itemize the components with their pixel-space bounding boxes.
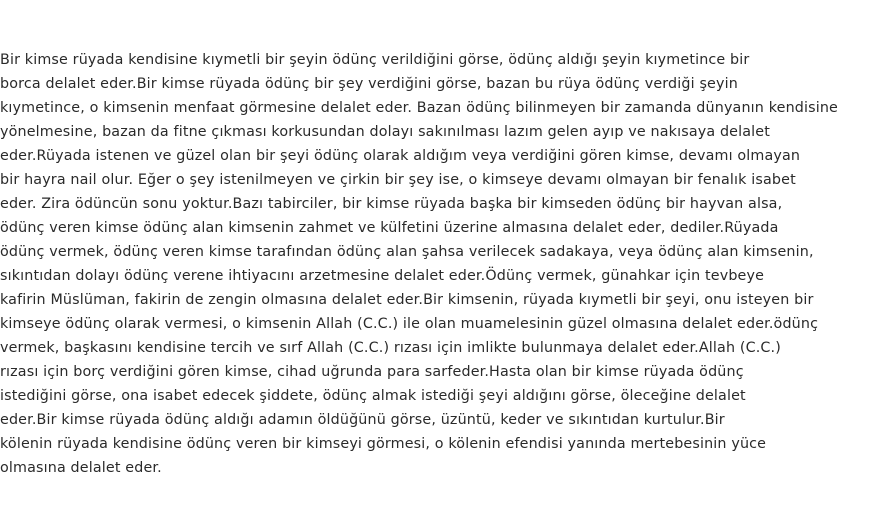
text-line: istediğini görse, ona isabet edecek şiddete, ödünç almak istediği şeyi aldığını görse, öleceğine delalet [0, 388, 746, 404]
text-line: ödünç veren kimse ödünç alan kimsenin zahmet ve külfetini üzerine almasına delalet eder, dediler.Rüyada [0, 220, 779, 236]
text-line: eder.Bir kimse rüyada ödünç aldığı adamın öldüğünü görse, üzüntü, keder ve sıkıntıdan kurtulur.Bir [0, 412, 725, 428]
text-line: kimseye ödünç olarak vermesi, o kimsenin Allah (C.C.) ile olan muamelesinin güzel olmasına delalet eder.ödünç [0, 316, 819, 332]
article-body [0, 48, 880, 480]
text-line: eder.Rüyada istenen ve güzel olan bir şeyi ödünç olarak aldığım veya verdiğini gören kimse, devamı olmayan [0, 148, 801, 164]
text-line: eder. Zira ödüncün sonu yoktur.Bazı tabirciler, bir kimse rüyada başka bir kimseden ödünç bir hayvan alsa, [0, 196, 783, 212]
text-line: borca delalet eder.Bir kimse rüyada ödünç bir şey verdiğini görse, bazan bu rüya ödünç verdiği şeyin [0, 76, 738, 92]
text-line: rızası için borç verdiğini gören kimse, cihad uğrunda para sarfeder.Hasta olan bir kimse rüyada ödünç [0, 364, 744, 380]
text-line: yönelmesine, bazan da fitne çıkması korkusundan dolayı sakınılması lazım gelen ayıp ve nakısaya delalet [0, 124, 770, 140]
text-line: olmasına delalet eder. [0, 460, 162, 476]
text-line: vermek, başkasını kendisine tercih ve sırf Allah (C.C.) rızası için imlikte bulunmaya delalet eder.Allah (C.C.) [0, 340, 781, 356]
text-line: kafirin Müslüman, fakirin de zengin olmasına delalet eder.Bir kimsenin, rüyada kıymetli bir şeyi, onu isteyen bir [0, 292, 814, 308]
text-line: ödünç vermek, ödünç veren kimse tarafından ödünç alan şahsa verilecek sadakaya, veya ödünç alan kimsenin, [0, 244, 814, 260]
text-line: sıkıntıdan dolayı ödünç verene ihtiyacını arzetmesine delalet eder.Ödünç vermek, günahkar için tevbeye [0, 268, 765, 284]
text-line: Bir kimse rüyada kendisine kıymetli bir şeyin ödünç verildiğini görse, ödünç aldığı şeyin kıymetince bir [0, 52, 750, 68]
text-line: kıymetince, o kimsenin menfaat görmesine delalet eder. Bazan ödünç bilinmeyen bir zamanda dünyanın kendisine [0, 100, 839, 116]
text-line: bir hayra nail olur. Eğer o şey istenilmeyen ve çirkin bir şey ise, o kimseye devamı olmayan bir fenalık isabet [0, 172, 796, 188]
text-line: kölenin rüyada kendisine ödünç veren bir kimseyi görmesi, o kölenin efendisi yanında mertebesinin yüce [0, 436, 767, 452]
